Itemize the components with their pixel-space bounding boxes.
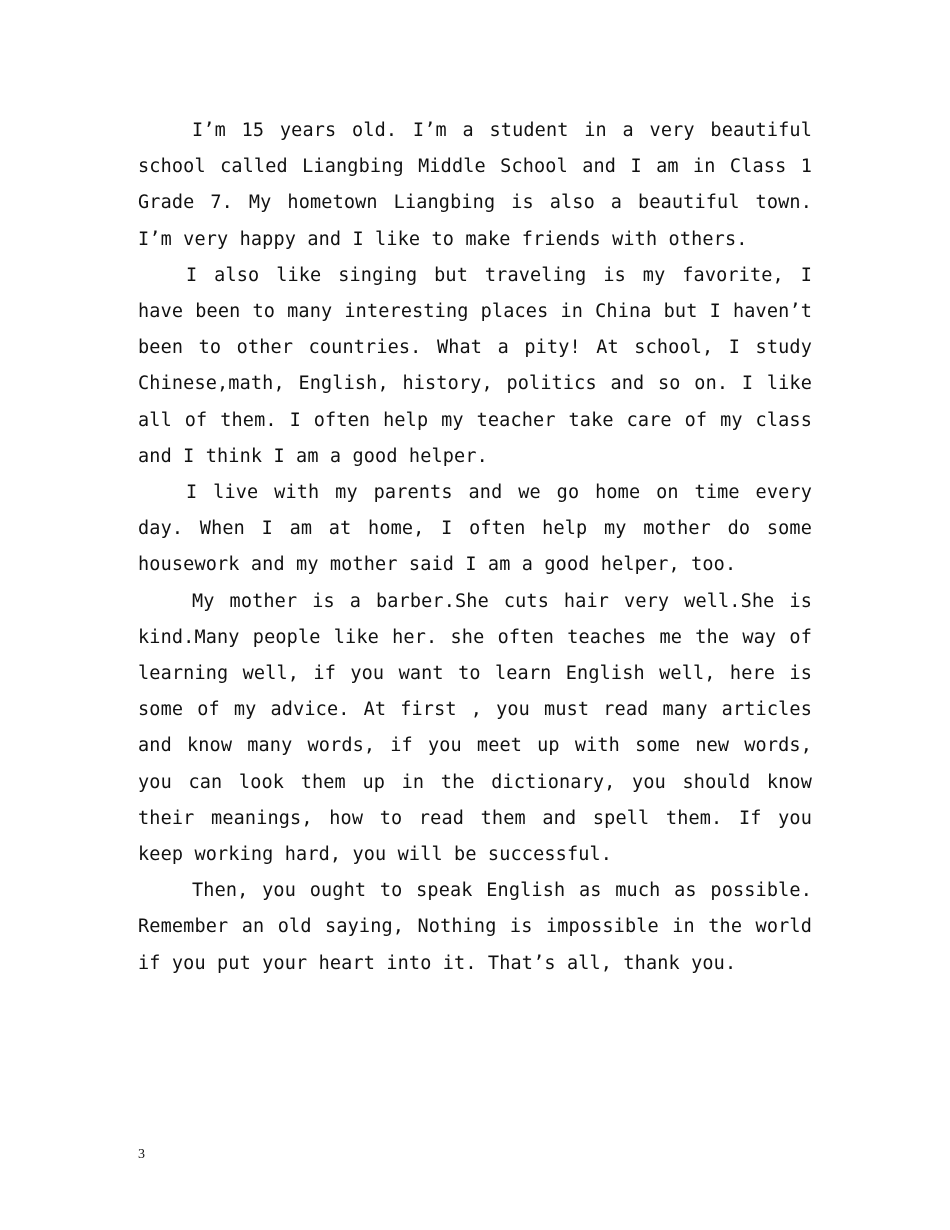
document-body	[138, 113, 812, 982]
page-number: 3	[138, 1147, 145, 1162]
paragraph-intro: I’m 15 years old. I’m a student in a very beautiful school called Liangbing Middle School and I am in Class 1 Grade 7. My hometown Liangbing is also a beautiful town. I’m very happy and I like to make friends with others.	[138, 120, 812, 250]
paragraph-hobbies: I also like singing but traveling is my favorite, I have been to many interesting places in China but I haven’t been to other countries. What a pity! At school, I study Chinese,math, English, history, politics and so on. I like all of them. I often help my teacher take care of my class and I think I am a good helper.	[138, 264, 812, 467]
paragraph-conclusion: Then, you ought to speak English as much as possible. Remember an old saying, Nothing is impossible in the world if you put your heart into it. That’s all, thank you.	[138, 880, 812, 974]
paragraph-mother: My mother is a barber.She cuts hair very well.She is kind.Many people like her. she often teaches me the way of learning well, if you want to learn English well, here is some of my advice. At first , you must read many articles and know many words, if you meet up with some new words, you can look them up in the dictionary, you should know their meanings, how to read them and spell them. If you keep working hard, you will be successful.	[138, 590, 812, 866]
paragraph-family: I live with my parents and we go home on time every day. When I am at home, I often help my mother do some housework and my mother said I am a good helper, too.	[138, 482, 812, 576]
